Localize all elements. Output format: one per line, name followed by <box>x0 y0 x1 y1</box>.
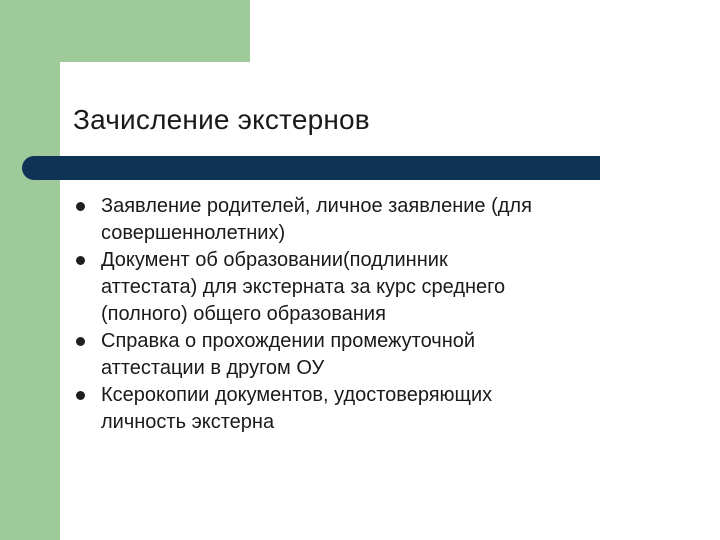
bullet-item <box>76 382 676 436</box>
bullet-text: Справка о прохождении промежуточной аттестации в другом ОУ <box>101 330 476 379</box>
bullet-item <box>76 193 676 247</box>
bullet-item <box>76 328 676 382</box>
bullet-dot-icon <box>76 202 85 211</box>
green-accent-left <box>0 0 60 540</box>
bullet-dot-icon <box>76 256 85 265</box>
green-accent-top <box>0 0 250 62</box>
title-underline-bar <box>22 156 600 180</box>
bullet-dot-icon <box>76 391 85 400</box>
bullet-list <box>76 193 676 436</box>
bullet-text: Заявление родителей, личное заявление (для совершеннолетних) <box>101 195 532 244</box>
bullet-dot-icon <box>76 337 85 346</box>
bullet-text: Документ об образовании(подлинник аттестата) для экстерната за курс среднего (полного) общего образования <box>101 249 506 325</box>
bullet-text: Ксерокопии документов, удостоверяющих личность экстерна <box>101 384 493 433</box>
bullet-item <box>76 247 676 328</box>
slide-title: Зачисление экстернов <box>73 104 370 135</box>
